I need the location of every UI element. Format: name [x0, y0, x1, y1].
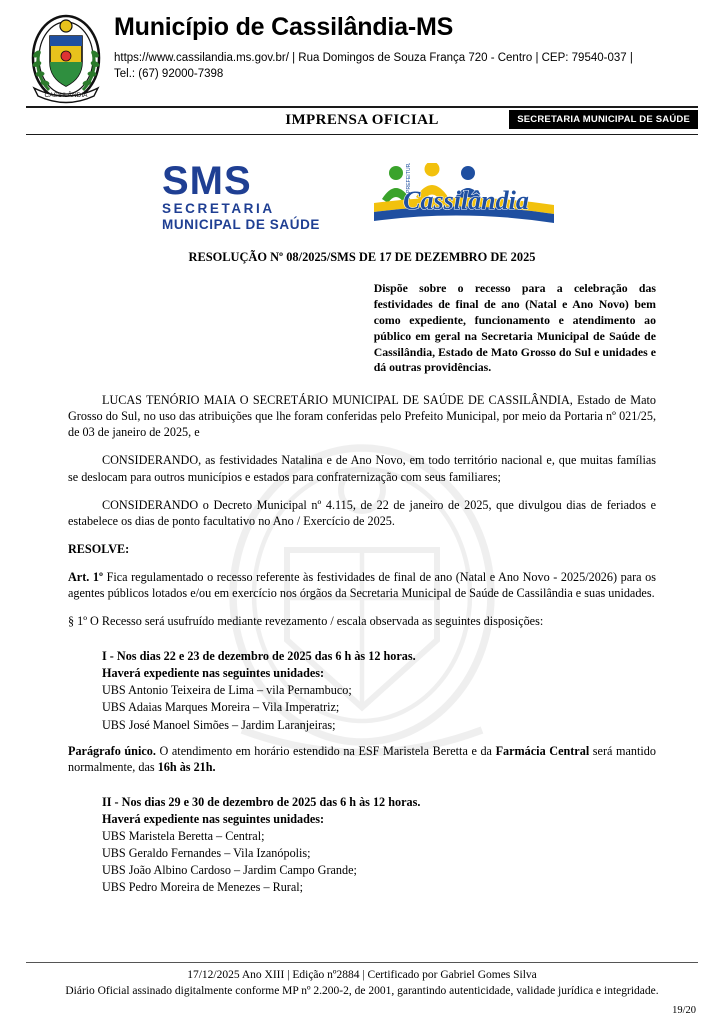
svg-text:PREFEITURA DE: PREFEITURA DE	[406, 163, 413, 193]
ementa-summary: Dispõe sobre o recesso para a celebração das festividades de final de ano (Natal e Ano Novo) bem como expediente, funcionamento e atendimento ao público em geral na Secretaria Municipal de Saúde de Cassilândia, Estado de Mato Grosso do Sul e unidades e dá outras providências.	[373, 281, 656, 375]
paragrafo-unico-text-2: será mantido normalmente, das	[68, 743, 656, 774]
list-item: UBS Pedro Moreira de Menezes – Rural;	[102, 880, 304, 895]
coat-of-arms-icon	[26, 12, 106, 100]
document-content	[0, 249, 724, 895]
page-header	[0, 0, 724, 100]
item-1-lead: I - Nos dias 22 e 23 de dezembro de 2025 das 6 h às 12 horas.	[102, 649, 416, 664]
article-1	[68, 569, 656, 601]
resolve-label: RESOLVE:	[68, 541, 130, 556]
contact-line-2: Tel.: (67) 92000-7398	[114, 68, 224, 81]
resolution-title: RESOLUÇÃO Nº 08/2025/SMS DE 17 DE DEZEMBRO DE 2025	[188, 250, 536, 264]
sms-logo-line1: SECRETARIA	[161, 201, 275, 216]
article-1-label: Art. 1º	[68, 569, 103, 584]
footer-legal-notice: Diário Oficial assinado digitalmente conforme MP nº 2.200-2, de 2001, garantindo autenticidade, validade jurídica e integridade.	[65, 985, 659, 997]
item-1-block	[102, 648, 656, 732]
sms-logo-line2: MUNICIPAL DE SAÚDE	[161, 216, 321, 232]
paragrafo-unico-label: Parágrafo único.	[68, 743, 156, 758]
footer-edition-info: 17/12/2025 Ano XIII | Edição nº2884 | Certificado por Gabriel Gomes Silva	[187, 969, 537, 981]
list-item: UBS João Albino Cardoso – Jardim Campo Grande;	[102, 863, 357, 878]
footer-divider	[26, 962, 698, 963]
cassilandia-logo-icon	[366, 163, 562, 229]
paragrafo-unico-bold-2: 16h às 21h.	[157, 759, 216, 774]
list-item: UBS José Manoel Simões – Jardim Laranjeiras;	[102, 717, 336, 732]
contact-line-1: https://www.cassilandia.ms.gov.br/ | Rua Domingos de Souza França 720 - Centro | CEP: 79540-037 |	[114, 51, 633, 64]
list-item: UBS Antonio Teixeira de Lima – vila Pernambuco;	[102, 683, 352, 698]
considerando-2: CONSIDERANDO o Decreto Municipal nº 4.115, de 22 de janeiro de 2025, que divulgou dias de feriados e estabelece os dias de ponto facultativo no Ano / Exercício de 2025.	[68, 497, 656, 528]
imprensa-row	[0, 108, 724, 134]
item-2-lead: II - Nos dias 29 e 30 de dezembro de 2025 das 6 h às 12 horas.	[102, 794, 421, 809]
page-title: Município de Cassilândia-MS	[114, 13, 454, 41]
item-1-sub: Haverá expediente nas seguintes unidades:	[102, 666, 325, 681]
page-footer	[0, 962, 724, 1024]
list-item: UBS Adaias Marques Moreira – Vila Imperatriz;	[102, 700, 340, 715]
svg-text:Cassilândia: Cassilândia	[403, 186, 529, 215]
paragraph-1: § 1º O Recesso será usufruído mediante revezamento / escala observada as seguintes disposições:	[68, 614, 544, 629]
sms-logo	[162, 161, 320, 231]
logos-band	[0, 161, 724, 231]
svg-text:CASSILÂNDIA: CASSILÂNDIA	[44, 92, 88, 99]
paragrafo-unico-bold-1: Farmácia Central	[495, 743, 590, 758]
imprensa-oficial-label: IMPRENSA OFICIAL	[285, 111, 439, 128]
preamble-paragraph: LUCAS TENÓRIO MAIA O SECRETÁRIO MUNICIPAL DE SAÚDE DE CASSILÂNDIA, Estado de Mato Grosso do Sul, no uso das atribuições que lhe foram conferidas pelo Prefeito Municipal, por meio da Portaria nº 021/25, de 03 de janeiro de 2025, e	[68, 393, 656, 440]
status-badge: SECRETARIA MUNICIPAL DE SAÚDE	[509, 110, 698, 129]
article-1-text: Fica regulamentado o recesso referente às festividades de final de ano (Natal e Ano Novo - 2025/2026) para os agentes públicos lotados e/ou em exercício nos órgãos da Secretaria Municipal de Saúde de Cassilândia e suas unidades.	[68, 569, 656, 600]
paragrafo-unico-text-1: O atendimento em horário estendido na ESF Maristela Beretta e da	[155, 743, 496, 758]
sms-logo-main: SMS	[161, 159, 252, 203]
item-2-sub: Haverá expediente nas seguintes unidades:	[102, 811, 325, 826]
page-number: 19/20	[672, 1005, 696, 1016]
paragrafo-unico	[68, 743, 656, 775]
header-divider-2	[26, 134, 698, 135]
list-item: UBS Maristela Beretta – Central;	[102, 829, 265, 844]
considerando-1: CONSIDERANDO, as festividades Natalina e de Ano Novo, em todo território nacional e, que muitas famílias se deslocam para outros municípios e estados para confraternização com seus familiares;	[68, 453, 656, 484]
item-2-block	[102, 794, 656, 896]
list-item: UBS Geraldo Fernandes – Vila Izanópolis;	[102, 846, 311, 861]
